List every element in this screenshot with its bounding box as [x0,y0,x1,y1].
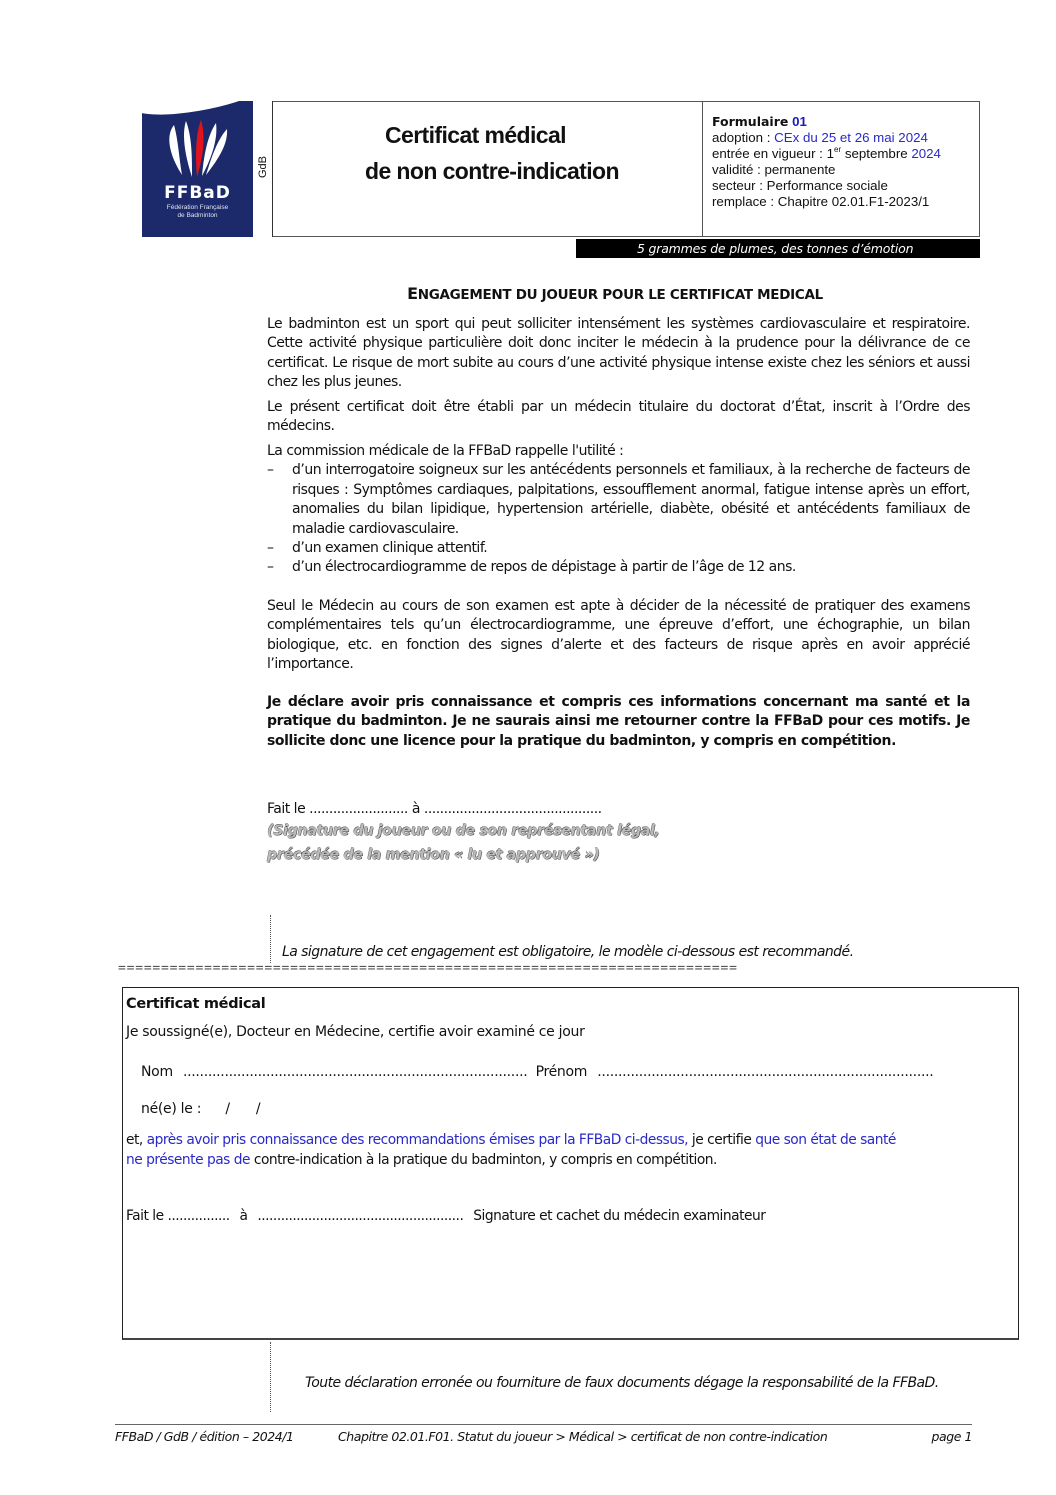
birthdate-row [141,1101,260,1117]
paragraph-doctor-requirement: Le présent certificat doit être établi par un médecin titulaire du doctorat d’État, inscrit à l’Ordre des médecins. [267,399,970,435]
recommendations [267,442,970,578]
paragraph-risk: Le badminton est un sport qui peut solliciter intensément les systèmes cardiovasculaire et respiratoire. Cette activité physique particulière doit donc inciter le médecin à la prudence pour la délivrance de ce certificat. Le risque de mort subite au cours d’une activité physique intense existe chez les séniors et aussi chez les plus jeunes. [267,316,970,391]
fait-le-label: Fait le [126,1208,164,1224]
certificate-intro: Je soussigné(e), Docteur en Médecine, certifie avoir examiné ce jour [126,1024,585,1040]
signature-instruction-2: précédée de la mention « lu et approuvé ») [267,847,600,863]
a-label: à [239,1208,248,1224]
signature-instruction-1: (Signature du joueur ou de son représentant légal, [267,823,660,839]
list-item: – d’un électrocardiogramme de repos de dépistage à partir de l’âge de 12 ans. [279,558,970,577]
sector: secteur : Performance sociale [712,178,888,193]
name-row [141,1064,933,1080]
form-metadata [703,101,980,237]
shuttlecock-feathers-icon [164,119,232,181]
slogan-banner: 5 grammes de plumes, des tonnes d’émotion [576,239,980,258]
certification-statement: et, après avoir pris connaissance des recommandations émises par la FFBaD ci-dessus, je certifie que son état de santé ne présente pas de contre-indication à la pratique du badminton, y compris en compétition. [126,1132,896,1168]
birthdate-label: né(e) le : [141,1101,202,1117]
nom-label: Nom [141,1064,173,1080]
medical-certificate-form [122,987,1019,1340]
section-title: ENGAGEMENT DU JOUEUR POUR LE CERTIFICAT MEDICAL [407,284,823,303]
document-title-line2: de non contre-indication [365,158,619,184]
list-item: – d’un examen clinique attentif. [279,539,970,558]
doctor-signature-label: Signature et cachet du médecin examinateur [473,1208,766,1224]
disclaimer: Toute déclaration erronée ou fourniture de faux documents dégage la responsabilité de la FFBaD. [305,1375,939,1391]
footer-edition: FFBaD / GdB / édition – 2024/1 [115,1429,294,1444]
list-intro: La commission médicale de la FFBaD rappelle l'utilité : [267,443,624,459]
page-number: page 1 [931,1429,972,1444]
adoption-info: adoption : CEx du 25 et 26 mai 2024 [712,130,928,145]
prenom-field[interactable]: ................................................................................. [597,1064,934,1080]
prenom-label: Prénom [535,1064,588,1080]
mandatory-signature-note: La signature de cet engagement est obligatoire, le modèle ci-dessous est recommandé. [282,944,854,960]
footer-rule [115,1424,972,1425]
ffbad-logo [142,101,253,237]
document-title-box [273,101,703,237]
paragraph-additional-exams: Seul le Médecin au cours de son examen est apte à décider de la nécessité de pratiquer des examens complémentaires tels qu’un électrocardiogramme, une épreuve d’effort, une échographie, un bilan biologique, etc. en fonction des signes d’alerte et des facteurs de risque après en avoir apprécié l’importance. [267,598,970,673]
divider [270,915,271,963]
certificate-title: Certificat médical [126,996,266,1012]
player-declaration: Je déclare avoir pris connaissance et compris ces informations concernant ma santé et la pratique du badminton. Je ne saurais ainsi me retourner contre la FFBaD pour ces motifs. Je sollicite donc une licence pour la pratique du badminton, y compris en compétition. [267,694,970,749]
logo-brand-text: FFBaD [164,183,231,203]
list-item: – d’un interrogatoire soigneux sur les antécédents personnels et familiaux, à la recherche de facteurs de risques : Symptômes cardiaques, palpitations, essoufflement anormal, fatigue intense après un effort, anomalies du bilan lipidique, hypertension artérielle, diabète, obésité et antécédents familiaux de maladie cardiovasculaire. [279,461,970,539]
document-title-line1: Certificat médical [385,122,566,148]
replaces: remplace : Chapitre 02.01.F1-2023/1 [712,194,930,209]
place-field[interactable]: ..................................................... [257,1208,464,1224]
divider [270,1342,271,1412]
doctor-signature-row [126,1208,765,1224]
gdb-side-label: GdB [253,101,273,237]
footer-chapter-path: Chapitre 02.01.F01. Statut du joueur > Médical > certificat de non contre-indication [338,1429,828,1444]
place-date-field[interactable]: Fait le ......................... à ............................................. [267,801,602,817]
form-number: Formulaire 01 [712,114,807,129]
birthdate-field[interactable]: / / [225,1101,261,1117]
nom-field[interactable]: ................................................................................... [182,1064,528,1080]
validity: validité : permanente [712,162,836,177]
cut-line-separator: ======================================================================== [118,961,738,976]
date-field[interactable]: ................ [167,1208,230,1224]
effective-date: entrée en vigueur : 1er septembre 2024 [712,145,941,161]
player-signature-block [267,800,659,867]
logo-subtitle: Fédération Française de Badminton [166,204,229,219]
